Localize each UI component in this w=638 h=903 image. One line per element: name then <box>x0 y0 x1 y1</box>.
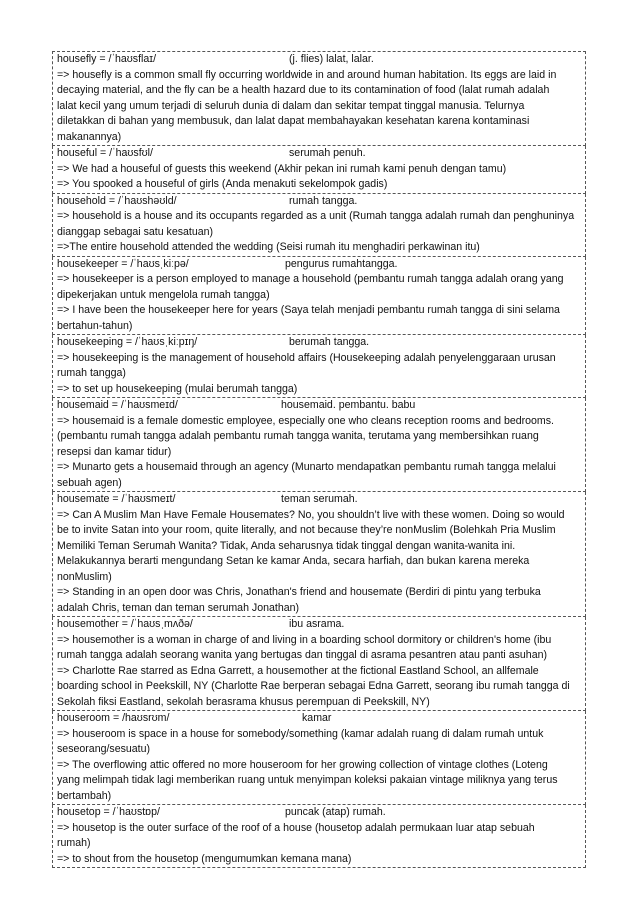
entry-header <box>57 194 583 210</box>
headword-pronunciation: housemother = /ˈhaʊsˌmʌðə/ <box>57 618 193 630</box>
vocab-entry <box>52 257 586 336</box>
translation: ibu asrama. <box>289 618 345 630</box>
entry-header <box>57 257 583 273</box>
entry-text-line: (pembantu rumah tangga adalah pembantu rumah tangga wanita, terutama yang membersihkan ruang <box>57 430 539 442</box>
translation: rumah tangga. <box>289 194 358 207</box>
vocab-entry <box>52 805 586 868</box>
translation: housemaid. pembantu. babu <box>281 399 416 411</box>
entry-header <box>57 398 583 414</box>
entry-text-line: => housetop is the outer surface of the roof of a house (housetop adalah permukaan luar atap sebuah <box>57 821 535 834</box>
entry-text-line: rumah tangga adalah seorang wanita yang bertugas dan tinggal di asrama pesantren atau panti asuhan) <box>57 649 548 661</box>
entry-header <box>57 805 583 821</box>
entry-text-line: => housekeeper is a person employed to manage a household (pembantu rumah tangga adalah orang yang <box>57 273 564 285</box>
entry-text-line: yang melimpah tidak lagi memberikan ruang untuk menyimpan koleksi pakaian vintage miliknya yang terus <box>57 774 558 786</box>
entry-text-line: decaying material, and the fly can be a health hazard due to its contamination of food (lalat rumah adalah <box>57 84 550 96</box>
entry-text-line: =>The entire household attended the wedding (Seisi rumah itu menghadiri perkawinan itu) <box>57 241 480 253</box>
vocab-entry <box>52 335 586 398</box>
headword-pronunciation: housefly = /ˈhaʊsflaɪ/ <box>57 53 157 65</box>
entry-text-line: => Can A Muslim Man Have Female Housemates? No, you shouldn’t live with these women. Doing so would <box>57 508 565 521</box>
headword-pronunciation: housekeeping = /ˈhaʊsˌkiːpɪŋ/ <box>57 336 198 348</box>
vocab-entry <box>52 51 586 146</box>
translation: serumah penuh. <box>289 147 366 159</box>
entry-text-line: => to set up housekeeping (mulai berumah tangga) <box>57 382 298 395</box>
vocab-entry <box>52 492 586 617</box>
translation: teman serumah. <box>281 493 358 505</box>
entry-text-line: sebuah agen) <box>57 476 122 489</box>
entry-header <box>57 335 583 351</box>
headword-pronunciation: houseroom = /haʊsrʊm/ <box>57 712 170 724</box>
entry-text-line: dianggap sebagai satu kesatuan) <box>57 225 214 238</box>
headword-pronunciation: housetop = /ˈhaʊstɒp/ <box>57 806 160 818</box>
entry-text-line: lalat kecil yang umum terjadi di seluruh dunia di dalam dan sekitar tempat tinggal manusia. Telurnya <box>57 99 525 112</box>
headword-pronunciation: housemate = /ˈhaʊsmeɪt/ <box>57 493 176 505</box>
entry-text-line: diletakkan di bahan yang membusuk, dan lalat dapat membahayakan kesehatan karena kontaminasi <box>57 115 530 127</box>
entry-text-line: => housekeeping is the management of household affairs (Housekeeping adalah penyelenggaraan urusan <box>57 351 556 364</box>
headword-pronunciation: housemaid = /ˈhaʊsmeɪd/ <box>57 399 178 411</box>
entry-text-line: nonMuslim) <box>57 570 112 583</box>
entry-text-line: => The overflowing attic offered no more houseroom for her growing collection of vintage clothes (Loteng <box>57 758 548 771</box>
entry-header <box>57 617 583 633</box>
entry-text-line: bertahun-tahun) <box>57 319 133 332</box>
entry-text-line: Melakukannya berarti mengundang Setan ke kamar Anda, secara harfiah, dan bukan karena mereka <box>57 555 530 567</box>
entry-text-line: => houseroom is space in a house for somebody/something (kamar adalah ruang di dalam rumah untuk <box>57 727 544 740</box>
entry-text-line: bertambah) <box>57 789 112 802</box>
entry-text-line: seseorang/sesuatu) <box>57 743 151 755</box>
entry-text-line: resepsi dan kamar tidur) <box>57 445 172 458</box>
entry-header <box>57 492 583 508</box>
entry-header <box>57 146 583 162</box>
entry-text-line: => I have been the housekeeper here for years (Saya telah menjadi pembantu rumah tangga di sini selama <box>57 304 560 316</box>
entry-text-line: => We had a houseful of guests this weekend (Akhir pekan ini rumah kami penuh dengan tamu) <box>57 162 507 175</box>
entry-text-line: => household is a house and its occupants regarded as a unit (Rumah tangga adalah rumah dan penghuninya <box>57 210 575 222</box>
entry-text-line: makanannya) <box>57 130 122 143</box>
vocab-entry <box>52 194 586 257</box>
entry-text-line: Memiliki Teman Serumah Wanita? Tidak, Anda seharusnya tidak tinggal dengan wanita-wanita ini. <box>57 539 516 552</box>
vocab-entry <box>52 711 586 805</box>
entry-text-line: be to invite Satan into your room, quite literally, and not because they’re nonMuslim (Bolehkah Pria Muslim <box>57 524 556 536</box>
translation: berumah tangga. <box>289 336 370 348</box>
vocab-entry <box>52 617 586 711</box>
entry-text-line: boarding school in Peekskill, NY (Charlotte Rae berperan sebagai Edna Garrett, seorang ibu rumah tangga di <box>57 680 570 692</box>
vocabulary-list <box>52 51 586 868</box>
entry-text-line: adalah Chris, teman dan teman serumah Jonathan) <box>57 601 300 614</box>
entry-text-line: => housemother is a woman in charge of and living in a boarding school dormitory or children's home (ibu <box>57 633 552 646</box>
entry-text-line: rumah) <box>57 837 91 849</box>
entry-text-line: dipekerjakan untuk mengelola rumah tangga) <box>57 288 270 301</box>
entry-text-line: => Charlotte Rae starred as Edna Garrett, a housemother at the fictional Eastland School, an allfemale <box>57 664 539 677</box>
vocab-entry <box>52 146 586 194</box>
headword-pronunciation: household = /ˈhaʊshəʊld/ <box>57 194 177 207</box>
translation: (j. flies) lalat, lalar. <box>289 53 374 65</box>
entry-text-line: => to shout from the housetop (mengumumkan kemana mana) <box>57 852 352 865</box>
entry-text-line: => Munarto gets a housemaid through an agency (Munarto mendapatkan pembantu rumah tangga melalui <box>57 461 556 473</box>
entry-header <box>57 52 583 68</box>
headword-pronunciation: houseful = /ˈhaʊsfʊl/ <box>57 147 153 159</box>
entry-text-line: Sekolah fiksi Eastland, sekolah berasrama khusus perempuan di Peekskill, NY) <box>57 695 430 708</box>
entry-text-line: rumah tangga) <box>57 367 126 379</box>
entry-text-line: => You spooked a houseful of girls (Anda menakuti sekelompok gadis) <box>57 178 388 190</box>
vocab-entry <box>52 398 586 492</box>
translation: pengurus rumahtangga. <box>285 257 398 270</box>
translation: kamar <box>302 712 332 724</box>
entry-text-line: => housemaid is a female domestic employee, especially one who cleans reception rooms and bedrooms. <box>57 414 555 427</box>
entry-text-line: => housefly is a common small fly occurring worldwide in and around human habitation. Its eggs are laid in <box>57 68 557 81</box>
translation: puncak (atap) rumah. <box>285 806 386 818</box>
headword-pronunciation: housekeeper = /ˈhaʊsˌkiːpə/ <box>57 257 189 270</box>
entry-header <box>57 711 583 727</box>
entry-text-line: => Standing in an open door was Chris, Jonathan's friend and housemate (Berdiri di pintu yang terbuka <box>57 586 541 598</box>
